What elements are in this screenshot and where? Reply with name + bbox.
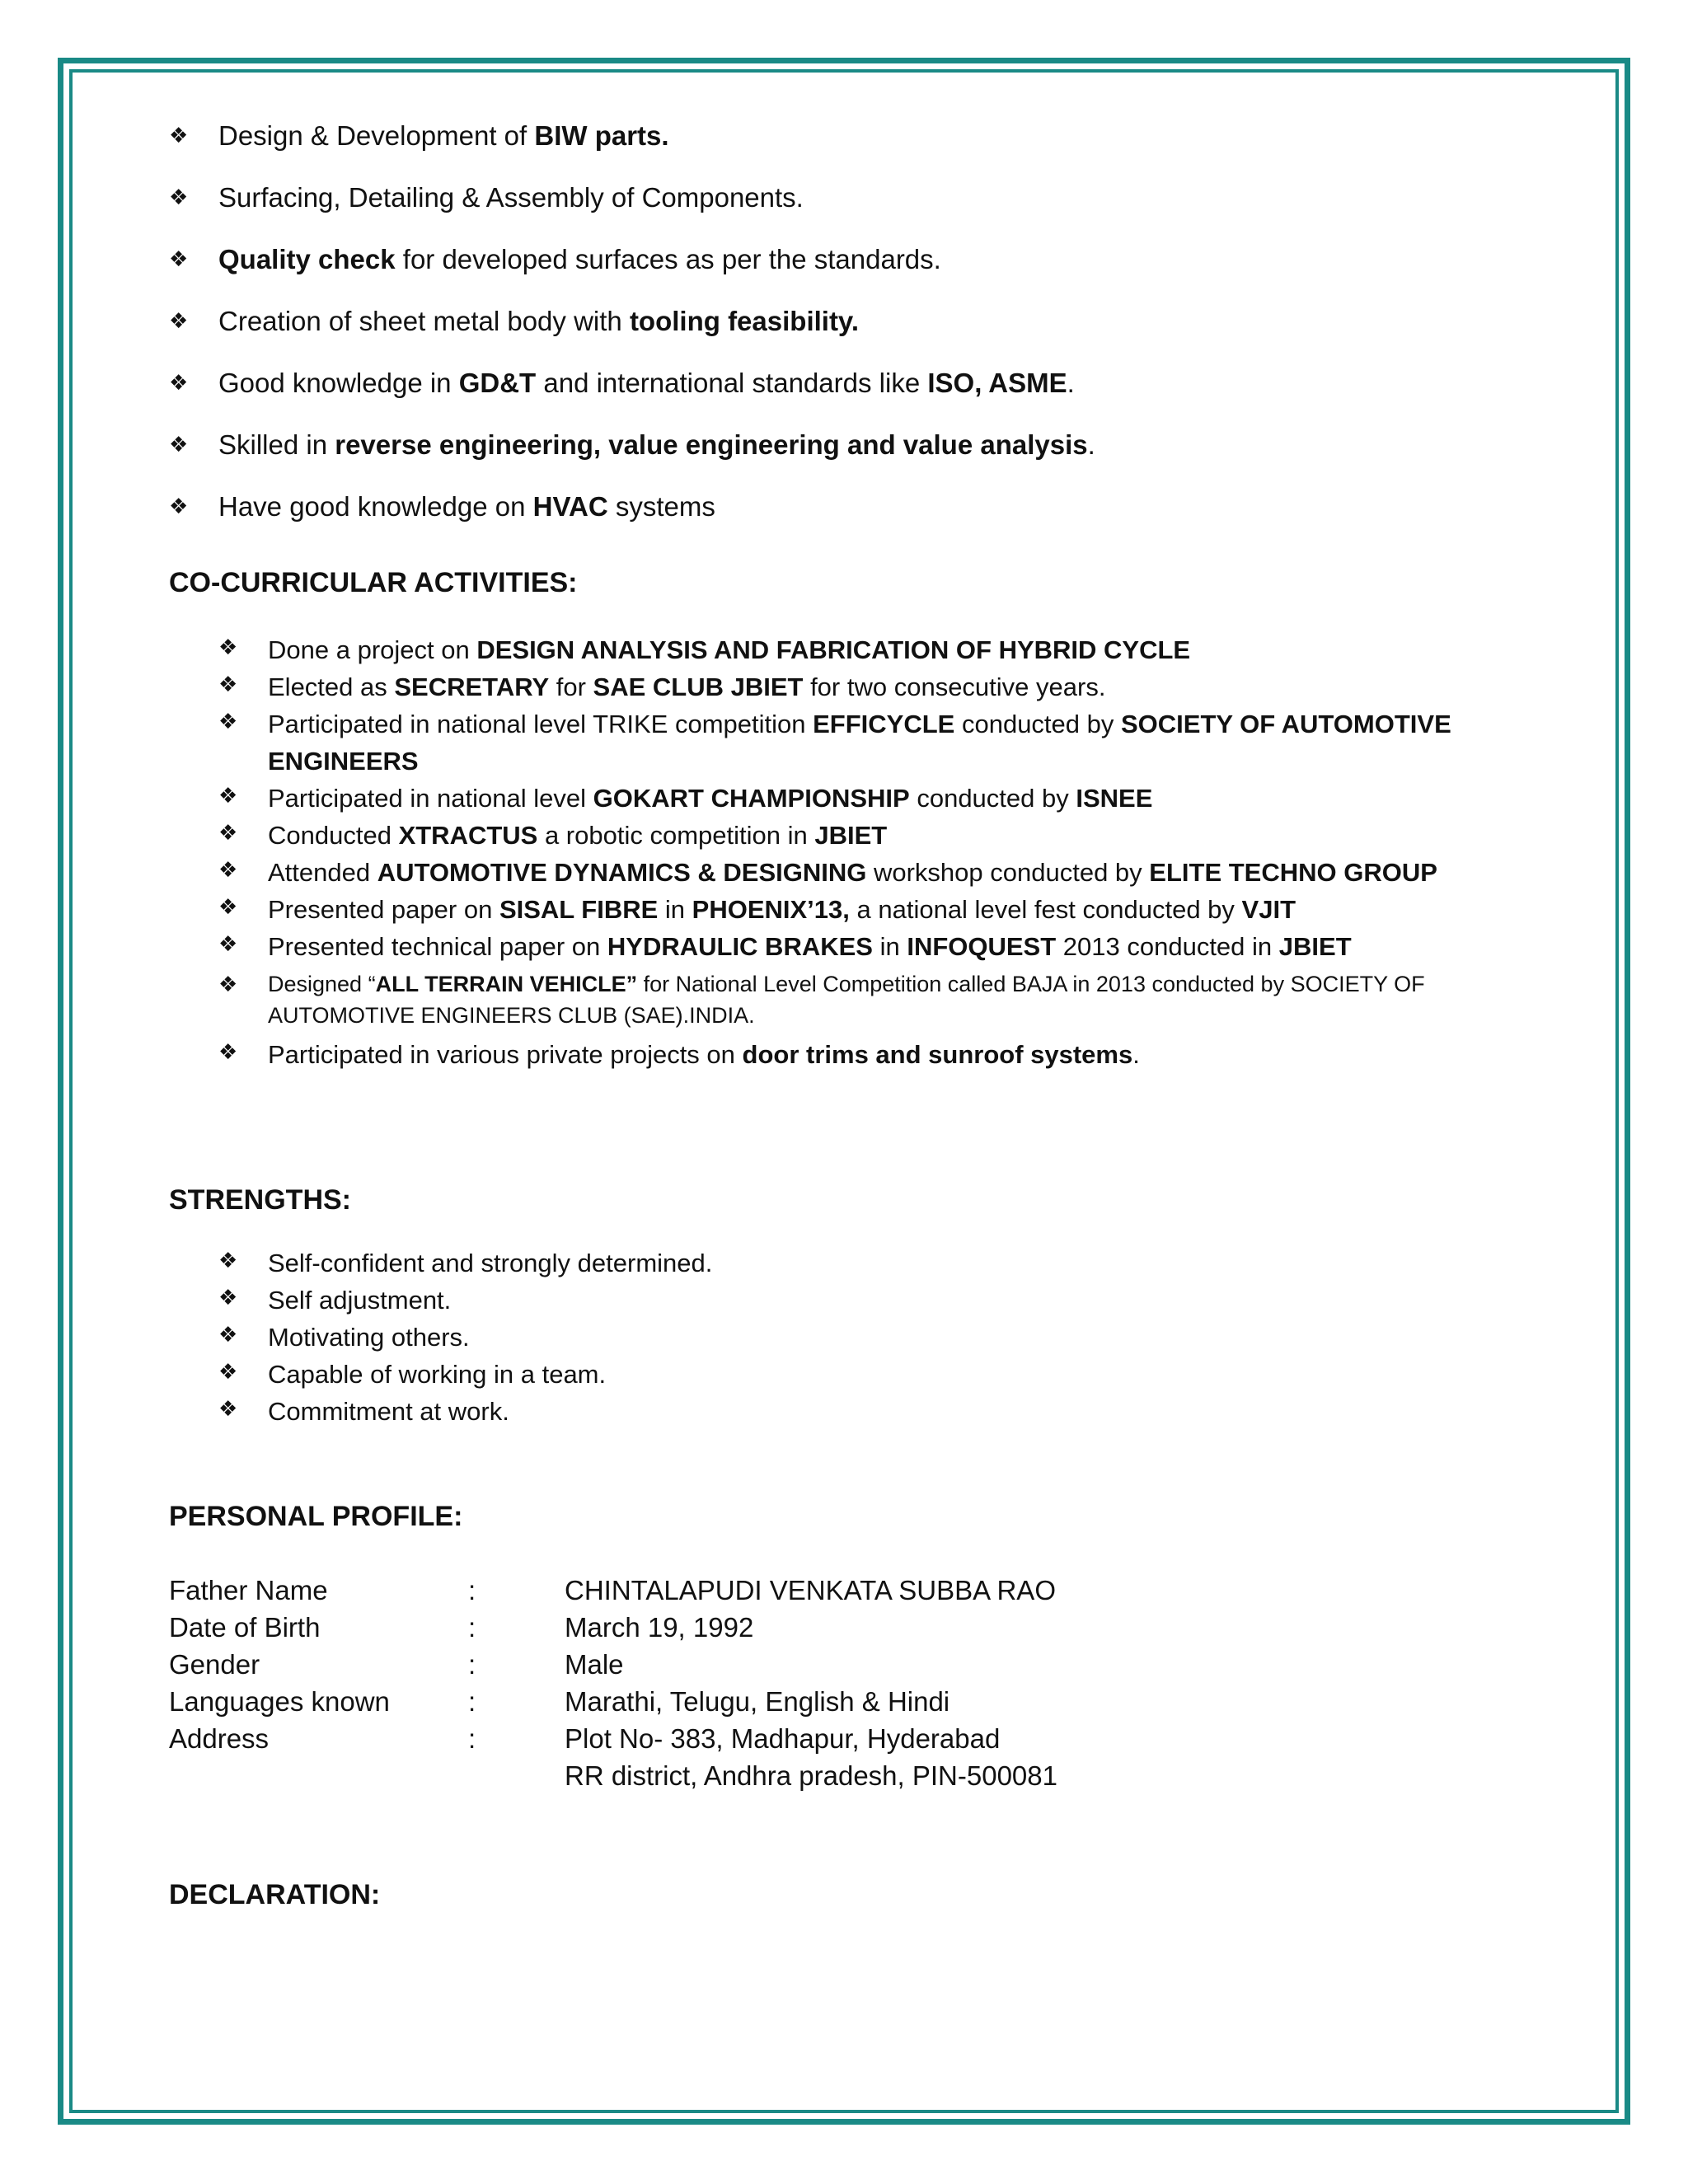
bold-text: SISAL FIBRE	[499, 895, 659, 924]
bullet-icon: ❖	[169, 371, 189, 396]
bullet-icon: ❖	[169, 309, 189, 334]
strength-item	[218, 1356, 1554, 1393]
text: Presented paper on	[268, 895, 499, 924]
strength-item	[218, 1393, 1554, 1430]
activity-item	[218, 891, 1554, 928]
text: Skilled in	[218, 429, 335, 460]
bullet-icon: ❖	[218, 1286, 238, 1310]
profile-separator: :	[468, 1649, 476, 1680]
profile-row	[169, 1646, 1057, 1683]
profile-label: Address	[169, 1723, 270, 1754]
bold-text: AUTOMOTIVE DYNAMICS & DESIGNING	[377, 858, 867, 887]
bold-text: door trims and sunroof systems	[742, 1040, 1133, 1069]
bullet-icon: ❖	[169, 433, 189, 457]
bold-text: GOKART CHAMPIONSHIP	[593, 784, 910, 813]
strengths-heading: STRENGTHS:	[169, 1184, 351, 1216]
text: conducted by	[954, 710, 1121, 738]
text: for	[549, 673, 593, 701]
text: Conducted	[268, 821, 399, 850]
bullet-icon: ❖	[218, 932, 238, 957]
skills-list	[169, 120, 1554, 523]
bold-text: JBIET	[1278, 932, 1352, 961]
address-line2: RR district, Andhra pradesh, PIN-500081	[565, 1760, 1057, 1791]
bold-text: tooling feasibility.	[629, 306, 860, 336]
strength-text: Motivating others.	[268, 1323, 470, 1352]
strength-item	[218, 1282, 1554, 1319]
activity-item	[218, 1036, 1554, 1073]
bold-text: INFOQUEST	[907, 932, 1057, 961]
text: Attended	[268, 858, 377, 887]
text: .	[1087, 429, 1095, 460]
text: Elected as	[268, 673, 395, 701]
strengths-list	[169, 1244, 1554, 1430]
bold-text: reverse engineering, value engineering and value analysis	[335, 429, 1088, 460]
bold-text: EFFICYCLE	[813, 710, 955, 738]
bold-text: HYDRAULIC BRAKES	[607, 932, 873, 961]
text: systems	[607, 491, 715, 522]
bold-text: JBIET	[814, 821, 888, 850]
declaration-heading: DECLARATION:	[169, 1879, 381, 1910]
skill-item	[169, 490, 1554, 523]
bullet-icon: ❖	[218, 1323, 238, 1347]
profile-row	[169, 1683, 1057, 1720]
profile-value: March 19, 1992	[565, 1612, 754, 1643]
personal-profile-table	[169, 1572, 1057, 1794]
strength-item	[218, 1244, 1554, 1282]
skill-item	[169, 181, 1554, 214]
bullet-icon: ❖	[169, 124, 189, 148]
bullet-icon: ❖	[218, 1249, 238, 1273]
text: Participated in national level	[268, 784, 593, 813]
bullet-icon: ❖	[218, 1397, 238, 1422]
bullet-icon: ❖	[218, 1360, 238, 1385]
bullet-icon: ❖	[169, 247, 189, 272]
text: a robotic competition in	[537, 821, 815, 850]
bullet-icon: ❖	[218, 784, 238, 808]
cocurricular-list	[169, 631, 1554, 1073]
bold-text: ELITE TECHNO GROUP	[1149, 858, 1437, 887]
activity-item	[218, 854, 1554, 891]
profile-separator: :	[468, 1612, 476, 1643]
bullet-icon: ❖	[169, 185, 189, 210]
personal-profile-heading: PERSONAL PROFILE:	[169, 1501, 463, 1532]
text: in	[658, 895, 692, 924]
profile-value: Marathi, Telugu, English & Hindi	[565, 1686, 950, 1717]
profile-row-address-line2	[169, 1757, 1057, 1794]
text: in	[872, 932, 907, 961]
profile-label: Gender	[169, 1649, 260, 1680]
text: .	[1067, 368, 1075, 398]
profile-row	[169, 1572, 1057, 1609]
text: Done a project on	[268, 635, 477, 664]
text: for two consecutive years.	[803, 673, 1106, 701]
activity-item	[218, 928, 1554, 965]
text: Designed “	[268, 972, 376, 996]
bullet-icon: ❖	[218, 710, 238, 734]
activity-item	[218, 817, 1554, 854]
profile-separator: :	[468, 1686, 476, 1717]
text: Presented technical paper on	[268, 932, 607, 961]
text: conducted by	[909, 784, 1076, 813]
profile-row	[169, 1609, 1057, 1646]
bold-text: SOCIETY OF AUTOMOTIVE ENGINEERS	[268, 710, 1451, 776]
bold-text: ISO, ASME	[927, 368, 1067, 398]
bold-text: ALL TERRAIN VEHICLE”	[375, 972, 638, 996]
bold-text: GD&T	[458, 368, 537, 398]
bullet-icon: ❖	[169, 494, 189, 519]
cocurricular-heading: CO-CURRICULAR ACTIVITIES:	[169, 567, 578, 598]
text: a national level fest conducted by	[849, 895, 1242, 924]
text: .	[1132, 1040, 1140, 1069]
bold-text: BIW parts.	[534, 120, 669, 151]
text: Participated in various private projects on	[268, 1040, 743, 1069]
text: 2013 conducted in	[1056, 932, 1279, 961]
text: Surfacing, Detailing & Assembly of Components.	[218, 182, 804, 213]
bold-text: PHOENIX’13,	[692, 895, 850, 924]
bullet-icon: ❖	[218, 895, 238, 920]
bullet-icon: ❖	[218, 635, 238, 660]
bold-text: DESIGN ANALYSIS AND FABRICATION OF HYBRID CYCLE	[476, 635, 1191, 664]
bold-text: SAE CLUB JBIET	[593, 673, 804, 701]
bullet-icon: ❖	[218, 858, 238, 883]
strength-text: Self adjustment.	[268, 1286, 452, 1315]
text: Design & Development of	[218, 120, 535, 151]
activity-item	[218, 968, 1554, 1031]
activity-item	[218, 780, 1554, 817]
bullet-icon: ❖	[218, 673, 238, 697]
profile-separator: :	[468, 1575, 476, 1605]
skill-item	[169, 305, 1554, 338]
text: and international standards like	[536, 368, 928, 398]
text: Good knowledge in	[218, 368, 459, 398]
bold-text: HVAC	[532, 491, 608, 522]
strength-text: Commitment at work.	[268, 1397, 509, 1426]
text: Creation of sheet metal body with	[218, 306, 630, 336]
text: Participated in national level TRIKE competition	[268, 710, 814, 738]
activity-item	[218, 631, 1554, 668]
profile-value: Plot No- 383, Madhapur, Hyderabad	[565, 1723, 1001, 1754]
profile-value: CHINTALAPUDI VENKATA SUBBA RAO	[565, 1575, 1056, 1605]
bullet-icon: ❖	[218, 821, 238, 846]
bullet-icon: ❖	[218, 972, 238, 997]
skill-item	[169, 243, 1554, 276]
strength-text: Capable of working in a team.	[268, 1360, 607, 1389]
strength-item	[218, 1319, 1554, 1356]
profile-label: Date of Birth	[169, 1612, 321, 1643]
bold-text: SECRETARY	[394, 673, 550, 701]
bullet-icon: ❖	[218, 1040, 238, 1065]
skill-item	[169, 120, 1554, 152]
profile-label: Languages known	[169, 1686, 390, 1717]
text: Have good knowledge on	[218, 491, 533, 522]
activity-item	[218, 668, 1554, 705]
bold-text: VJIT	[1241, 895, 1296, 924]
text: for developed surfaces as per the standards.	[395, 244, 941, 274]
resume-page	[169, 120, 1554, 1913]
skill-item	[169, 367, 1554, 400]
profile-separator: :	[468, 1723, 476, 1754]
profile-value: Male	[565, 1649, 624, 1680]
profile-row	[169, 1720, 1057, 1757]
text: workshop conducted by	[866, 858, 1150, 887]
activity-item	[218, 705, 1554, 780]
skill-item	[169, 429, 1554, 462]
bold-text: XTRACTUS	[398, 821, 538, 850]
strength-text: Self-confident and strongly determined.	[268, 1249, 713, 1277]
profile-label: Father Name	[169, 1575, 328, 1605]
bold-text: Quality check	[218, 244, 396, 274]
bold-text: ISNEE	[1076, 784, 1153, 813]
text: for National Level Competition called BAJA in 2013 conducted by SOCIETY OF AUTOMOTIVE ENGINEERS CLUB (SAE).INDIA.	[268, 972, 1425, 1028]
